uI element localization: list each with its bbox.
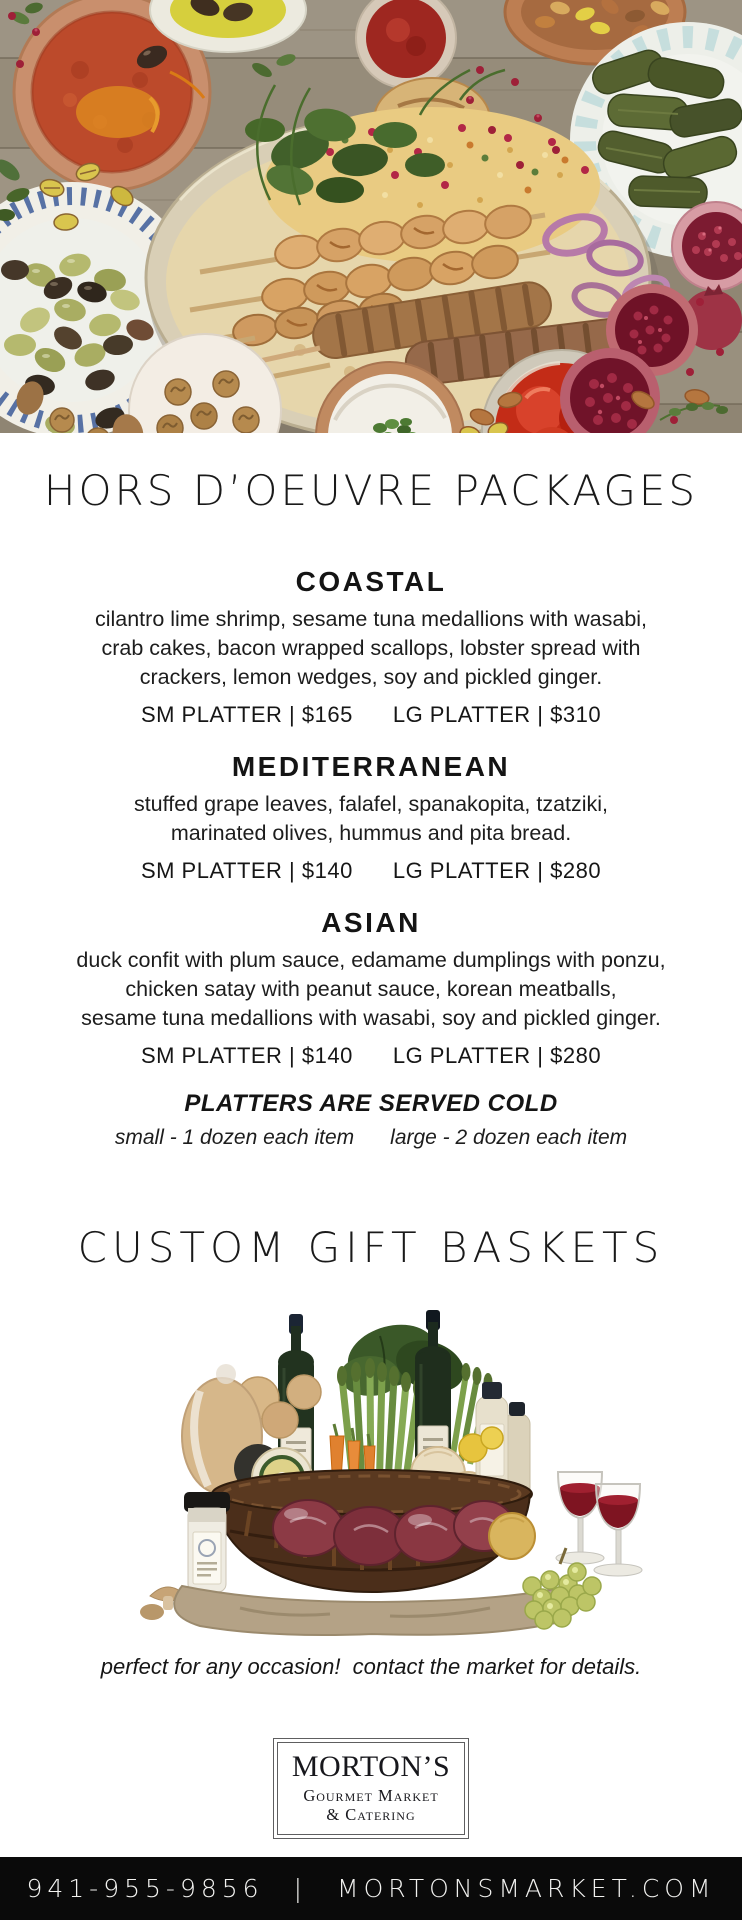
package-description: duck confit with plum sauce, edamame dumplings with ponzu, chicken satay with peanut sauce, korean meatballs, sesame tuna medallions with wasabi, soy and pickled ginger.	[76, 948, 666, 1030]
footer-website: MORTONSMARKET.COM	[337, 1874, 716, 1903]
small-platter-price: SM PLATTER | $140	[140, 858, 353, 883]
package-description: cilantro lime shrimp, sesame tuna medallions with wasabi, crab cakes, bacon wrapped scallops, lobster spread with crackers, lemon wedges, soy and pickled ginger.	[94, 607, 648, 689]
package-section-coastal	[0, 565, 742, 728]
served-cold-note: PLATTERS ARE SERVED COLD	[184, 1090, 558, 1117]
logo-subtitle2: & Catering	[326, 1805, 416, 1824]
package-section-mediterranean	[0, 750, 742, 884]
package-prices	[0, 1043, 742, 1069]
footer-bar	[0, 1857, 742, 1920]
wine-glasses	[556, 1472, 642, 1576]
gift-basket-photo	[130, 1296, 650, 1636]
package-section-asian	[0, 906, 742, 1069]
package-name: MEDITERRANEAN	[231, 751, 511, 782]
footer-separator: |	[293, 1874, 308, 1903]
package-prices	[0, 702, 742, 728]
logo-name: MORTON’S	[291, 1750, 451, 1783]
gift-baskets-tagline: perfect for any occasion! contact the market for details.	[100, 1654, 642, 1679]
small-platter-price: SM PLATTER | $165	[140, 702, 353, 727]
small-platter-price: SM PLATTER | $140	[140, 1043, 353, 1068]
small-size-note: small - 1 dozen each item	[114, 1126, 355, 1149]
page-title: HORS D’OEUVRE PACKAGES	[43, 466, 699, 515]
large-platter-price: LG PLATTER | $280	[392, 1043, 602, 1068]
package-name: COASTAL	[295, 566, 447, 597]
platter-size-note	[0, 1123, 742, 1152]
burlap-cloth	[174, 1586, 576, 1635]
yellow-onion	[489, 1513, 535, 1559]
hero-photo	[0, 0, 742, 433]
large-size-note: large - 2 dozen each item	[390, 1126, 628, 1149]
footer-phone: 941-955-9856	[26, 1874, 264, 1903]
package-description: stuffed grape leaves, falafel, spanakopita, tzatziki, marinated olives, hummus and pita bread.	[133, 792, 609, 845]
harissa-bowl	[356, 0, 456, 88]
spice-jar	[184, 1492, 230, 1592]
large-platter-price: LG PLATTER | $310	[392, 702, 602, 727]
mortons-logo	[273, 1738, 469, 1839]
package-prices	[0, 858, 742, 884]
gift-baskets-title: CUSTOM GIFT BASKETS	[77, 1223, 665, 1272]
large-platter-price: LG PLATTER | $280	[392, 858, 602, 883]
logo-subtitle: Gourmet Market	[303, 1786, 439, 1805]
package-name: ASIAN	[321, 907, 421, 938]
